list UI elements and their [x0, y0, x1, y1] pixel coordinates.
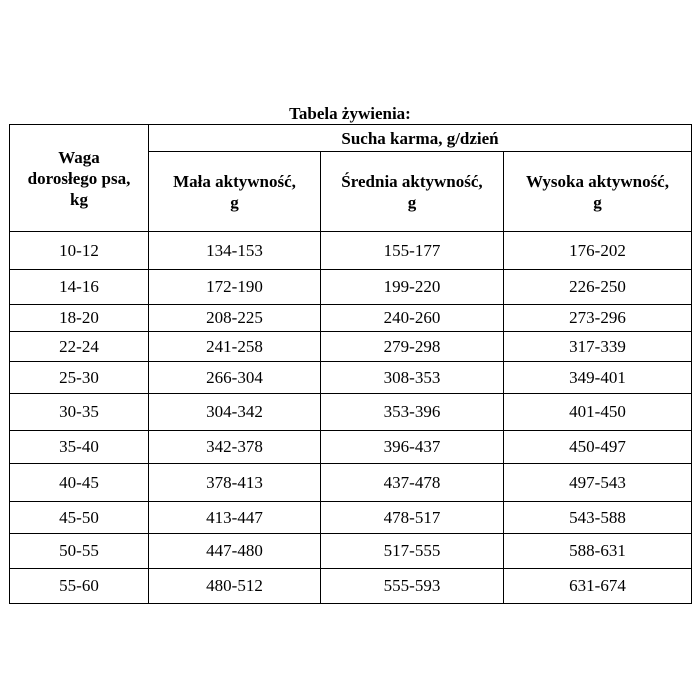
weight-cell: 30-35 [10, 394, 149, 431]
high-activity-cell: 273-296 [504, 305, 692, 332]
high-activity-header [504, 152, 692, 232]
low-activity-cell: 413-447 [149, 502, 321, 534]
weight-cell: 22-24 [10, 332, 149, 362]
high-activity-cell: 543-588 [504, 502, 692, 534]
table-row [10, 394, 692, 431]
high-activity-cell: 401-450 [504, 394, 692, 431]
table-row [10, 362, 692, 394]
low-activity-cell: 172-190 [149, 270, 321, 305]
weight-cell: 10-12 [10, 232, 149, 270]
table-row [10, 305, 692, 332]
low-activity-cell: 480-512 [149, 569, 321, 604]
high-activity-cell: 349-401 [504, 362, 692, 394]
table-row [10, 534, 692, 569]
medium-activity-cell: 555-593 [321, 569, 504, 604]
medium-activity-unit: g [407, 192, 417, 212]
weight-cell: 50-55 [10, 534, 149, 569]
low-activity-cell: 208-225 [149, 305, 321, 332]
low-activity-label: Mała aktywność, [173, 171, 296, 191]
low-activity-cell: 266-304 [149, 362, 321, 394]
weight-cell: 25-30 [10, 362, 149, 394]
medium-activity-cell: 478-517 [321, 502, 504, 534]
low-activity-cell: 342-378 [149, 431, 321, 464]
medium-activity-cell: 396-437 [321, 431, 504, 464]
medium-activity-cell: 279-298 [321, 332, 504, 362]
medium-activity-cell: 308-353 [321, 362, 504, 394]
high-activity-cell: 497-543 [504, 464, 692, 502]
table-row [10, 464, 692, 502]
high-activity-cell: 226-250 [504, 270, 692, 305]
table-row [10, 332, 692, 362]
table-title: Tabela żywienia: [289, 104, 411, 123]
weight-cell: 35-40 [10, 431, 149, 464]
table-row [10, 569, 692, 604]
weight-cell: 55-60 [10, 569, 149, 604]
high-activity-cell: 450-497 [504, 431, 692, 464]
medium-activity-cell: 353-396 [321, 394, 504, 431]
weight-header-line-3: kg [70, 189, 88, 209]
table-row [10, 502, 692, 534]
high-activity-cell: 631-674 [504, 569, 692, 604]
high-activity-unit: g [593, 192, 602, 212]
high-activity-cell: 317-339 [504, 332, 692, 362]
low-activity-header [149, 152, 321, 232]
medium-activity-header [321, 152, 504, 232]
weight-header-line-2: dorosłego psa, [27, 168, 131, 188]
medium-activity-label: Średnia aktywność, [341, 171, 483, 191]
weight-cell: 18-20 [10, 305, 149, 332]
weight-header-line-1: Waga [58, 147, 100, 167]
weight-cell: 45-50 [10, 502, 149, 534]
medium-activity-cell: 199-220 [321, 270, 504, 305]
low-activity-unit: g [230, 192, 239, 212]
low-activity-cell: 304-342 [149, 394, 321, 431]
medium-activity-cell: 437-478 [321, 464, 504, 502]
low-activity-cell: 378-413 [149, 464, 321, 502]
weight-cell: 40-45 [10, 464, 149, 502]
weight-cell: 14-16 [10, 270, 149, 305]
feeding-table [9, 124, 692, 604]
low-activity-cell: 447-480 [149, 534, 321, 569]
medium-activity-cell: 240-260 [321, 305, 504, 332]
table-row [10, 232, 692, 270]
high-activity-cell: 588-631 [504, 534, 692, 569]
dry-food-header: Sucha karma, g/dzień [149, 125, 692, 152]
table-row [10, 270, 692, 305]
weight-header [10, 125, 149, 232]
low-activity-cell: 241-258 [149, 332, 321, 362]
medium-activity-cell: 517-555 [321, 534, 504, 569]
low-activity-cell: 134-153 [149, 232, 321, 270]
medium-activity-cell: 155-177 [321, 232, 504, 270]
table-row [10, 431, 692, 464]
high-activity-cell: 176-202 [504, 232, 692, 270]
high-activity-label: Wysoka aktywność, [526, 171, 669, 191]
